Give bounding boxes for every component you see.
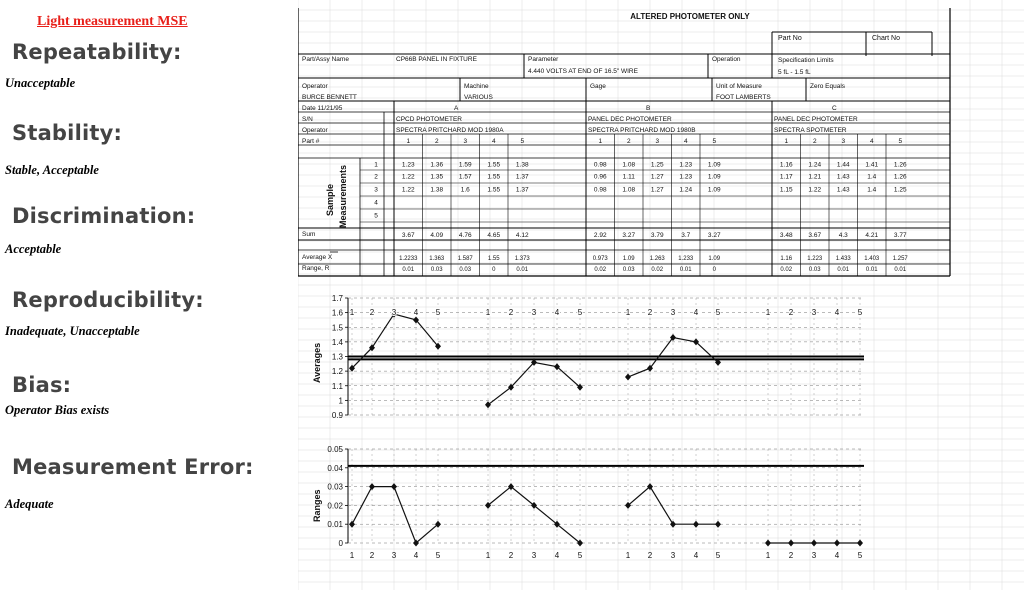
measurement-cell: 1.08 (622, 186, 636, 194)
measurement-cell: 1.24 (808, 161, 822, 169)
part-number: 4 (683, 138, 688, 145)
averages-x-label: 5 (435, 308, 441, 317)
discrimination-value: Acceptable (5, 242, 62, 256)
measurement-cell: 1.08 (622, 161, 636, 169)
ranges-x-label: 2 (647, 551, 653, 560)
average-cell: 0.973 (592, 256, 608, 262)
ranges-x-label: 4 (693, 551, 699, 560)
average-cell: 1.373 (514, 256, 530, 262)
measurement-cell: 1.27 (650, 186, 664, 194)
group-operator: SPECTRA PRITCHARD MOD 1980A (396, 127, 504, 134)
averages-axis-label: Averages (312, 342, 322, 383)
ranges-data-point (788, 540, 794, 547)
banner: ALTERED PHOTOMETER ONLY (630, 12, 750, 21)
partnum-label: Part # (302, 138, 320, 145)
average-cell: 1.233 (678, 256, 694, 262)
ranges-data-point (765, 540, 771, 547)
group-gage: PANEL DEC PHOTOMETER (774, 116, 858, 123)
measurement-cell: 1.57 (458, 173, 472, 181)
part-number: 4 (869, 138, 874, 145)
range-cell: 0.01 (679, 267, 692, 273)
repeatability-value: Unacceptable (5, 76, 76, 90)
averages-x-label: 3 (391, 308, 397, 317)
ranges-data-point (693, 521, 699, 528)
control-charts (312, 294, 864, 560)
part-number: 2 (812, 138, 817, 145)
measurement-cell: 1.21 (808, 173, 822, 181)
operation-label: Operation (712, 56, 741, 63)
reproducibility-heading: Reproducibility: (12, 288, 204, 312)
sum-cell: 3.77 (893, 232, 907, 239)
ranges-x-label: 4 (834, 551, 840, 560)
group-gage: PANEL DEC PHOTOMETER (588, 116, 672, 123)
average-cell: 1.223 (807, 256, 823, 262)
ranges-ytick-label: 0.05 (327, 445, 343, 454)
group-operator: SPECTRA SPOTMETER (774, 127, 847, 134)
measurement-cell: 1.4 (867, 173, 877, 181)
ranges-x-label: 3 (811, 551, 817, 560)
range-cell: 0.01 (837, 267, 850, 273)
part-number: 2 (434, 138, 439, 145)
averages-x-label: 5 (857, 308, 863, 317)
range-cell: 0.02 (651, 267, 664, 273)
averages-x-label: 4 (834, 308, 840, 317)
range-cell: 0.03 (430, 267, 443, 273)
part-assy-value: CP66B PANEL IN FIXTURE (396, 56, 477, 63)
sum-cell: 3.67 (401, 232, 415, 239)
measurement-cell: 1.16 (779, 161, 793, 169)
measurement-cell: 1.23 (679, 161, 693, 169)
ranges-x-label: 5 (715, 551, 721, 560)
parameter-label: Parameter (528, 56, 559, 63)
averages-ytick-label: 1.1 (331, 381, 343, 391)
unit-value: FOOT LAMBERTS (716, 94, 771, 101)
measurement-cell: 1.23 (679, 173, 693, 181)
measurement-cell: 1.09 (707, 161, 721, 169)
sample-number: 1 (374, 161, 378, 169)
ranges-data-point (369, 483, 375, 490)
light-measurement-link[interactable]: Light measurement MSE (37, 14, 188, 29)
ranges-ytick-label: 0.02 (327, 501, 343, 511)
measurement-cell: 0.98 (593, 161, 607, 169)
machine-label: Machine (464, 83, 489, 90)
averages-x-label: 3 (670, 308, 676, 317)
measurement-cell: 1.41 (865, 161, 879, 169)
discrimination-heading: Discrimination: (12, 204, 196, 228)
average-cell: 1.433 (835, 256, 851, 262)
repeatability-heading: Repeatability: (12, 40, 182, 64)
sn-label: S/N (302, 116, 313, 123)
sum-cell: 4.09 (430, 232, 444, 239)
averages-ytick-label: 1.4 (331, 337, 343, 347)
worksheet-canvas (298, 0, 1024, 590)
range-cell: 0.03 (459, 267, 472, 273)
averages-ytick-label: 1.7 (331, 294, 343, 303)
ranges-ytick-label: 0.01 (327, 520, 343, 530)
measurement-cell: 1.22 (401, 186, 415, 194)
measurement-cell: 1.09 (707, 186, 721, 194)
range-cell: 0.01 (894, 267, 907, 273)
sum-cell: 4.76 (458, 232, 472, 239)
range-cell: 0.01 (516, 267, 529, 273)
average-cell: 1.363 (429, 256, 445, 262)
measurement-error-heading: Measurement Error: (12, 455, 254, 479)
measurement-cell: 1.27 (650, 173, 664, 181)
part-number: 2 (626, 138, 631, 145)
chart-no-label: Chart No (872, 35, 901, 42)
part-number: 3 (841, 138, 846, 145)
part-number: 1 (598, 138, 603, 145)
ranges-x-label: 3 (670, 551, 676, 560)
sum-cell: 4.3 (838, 232, 848, 239)
part-no-label: Part No (778, 35, 802, 42)
bias-value: Operator Bias exists (5, 403, 110, 417)
sample-number: 5 (374, 212, 378, 220)
ranges-ytick-label: 0 (338, 539, 343, 548)
measurement-cell: 1.35 (430, 173, 444, 181)
measurements-label: Measurements (338, 164, 348, 228)
average-cell: 1.263 (649, 256, 665, 262)
average-cell: 1.257 (892, 256, 908, 262)
measurement-cell: 1.15 (779, 186, 793, 194)
group-gage: CPCD PHOTOMETER (396, 116, 462, 123)
range-cell: 0.03 (622, 267, 635, 273)
part-number: 3 (463, 138, 468, 145)
measurement-cell: 1.55 (487, 173, 501, 181)
averages-x-label: 4 (554, 308, 560, 317)
summary-panel (0, 0, 290, 590)
spec-value: 5 fL - 1.5 fL (778, 69, 811, 76)
ranges-data-point (857, 540, 863, 547)
date-label: Date 11/21/95 (302, 105, 343, 112)
sum-cell: 3.48 (779, 232, 793, 239)
averages-ytick-label: 1.3 (331, 352, 343, 362)
operator-value: BURCE BENNETT (302, 94, 357, 101)
measurement-cell: 1.17 (779, 173, 793, 181)
averages-x-label: 2 (788, 308, 794, 317)
averages-x-label: 4 (693, 308, 699, 317)
measurement-cell: 0.98 (593, 186, 607, 194)
ranges-x-label: 4 (413, 551, 419, 560)
range-cell: 0 (712, 267, 716, 273)
measurement-cell: 1.25 (650, 161, 664, 169)
measurement-cell: 1.37 (515, 186, 529, 194)
sum-cell: 4.65 (487, 232, 501, 239)
average-cell: 1.16 (780, 256, 793, 262)
ranges-data-point (391, 483, 397, 490)
part-assy-label: Part/Assy Name (302, 56, 349, 63)
ranges-x-label: 5 (577, 551, 583, 560)
measurement-cell: 1.38 (430, 186, 444, 194)
averages-ytick-label: 1.2 (331, 367, 343, 377)
ranges-x-label: 3 (391, 551, 397, 560)
part-number: 5 (712, 138, 717, 145)
part-number: 1 (406, 138, 411, 145)
measurement-cell: 1.26 (893, 173, 907, 181)
sum-label: Sum (302, 231, 316, 238)
range-cell: 0.01 (402, 267, 415, 273)
sum-cell: 3.27 (622, 232, 636, 239)
average-label: Average X (302, 254, 333, 261)
ranges-x-label: 5 (435, 551, 441, 560)
group-operator: SPECTRA PRITCHARD MOD 1980B (588, 127, 696, 134)
ranges-x-label: 3 (531, 551, 537, 560)
measurement-cell: 1.55 (487, 186, 501, 194)
sum-cell: 3.67 (808, 232, 822, 239)
average-cell: 1.55 (487, 256, 500, 262)
averages-x-label: 5 (577, 308, 583, 317)
part-number: 4 (491, 138, 496, 145)
average-cell: 1.09 (622, 256, 635, 262)
sum-cell: 4.12 (515, 232, 529, 239)
averages-ytick-label: 1.5 (331, 323, 343, 333)
range-cell: 0.01 (865, 267, 878, 273)
sample-number: 2 (374, 173, 378, 181)
measurement-cell: 1.26 (893, 161, 907, 169)
range-label: Range, R (302, 265, 330, 272)
sum-cell: 3.27 (707, 232, 721, 239)
measurement-error-value: Adequate (5, 497, 54, 511)
averages-ytick-label: 1 (338, 396, 343, 406)
group-letter: A (454, 105, 459, 112)
ranges-x-label: 5 (857, 551, 863, 560)
group-letter: C (832, 105, 837, 112)
ranges-x-label: 2 (508, 551, 514, 560)
average-cell: 1.403 (864, 256, 880, 262)
spec-label: Specification Limits (778, 57, 834, 64)
average-cell: 1.587 (457, 256, 473, 262)
averages-ytick-label: 1.6 (331, 308, 343, 318)
measurement-cell: 1.37 (515, 173, 529, 181)
stability-heading: Stability: (12, 121, 123, 145)
range-cell: 0 (492, 267, 496, 273)
unit-label: Unit of Measure (716, 83, 762, 90)
measurement-cell: 1.09 (707, 173, 721, 181)
averages-x-label: 3 (531, 308, 537, 317)
sum-cell: 2.92 (593, 232, 607, 239)
ranges-data-point (715, 521, 721, 528)
measurement-cell: 1.36 (430, 161, 444, 169)
ranges-x-label: 1 (485, 551, 491, 560)
gage-rr-worksheet (298, 0, 1024, 590)
part-number: 5 (520, 138, 525, 145)
sample-number: 4 (374, 199, 378, 207)
averages-x-label: 3 (811, 308, 817, 317)
stability-value: Stable, Acceptable (5, 163, 99, 177)
average-cell: 1.09 (708, 256, 721, 262)
averages-x-label: 5 (715, 308, 721, 317)
sum-cell: 3.7 (681, 232, 691, 239)
measurement-cell: 1.4 (867, 186, 877, 194)
ranges-x-label: 2 (788, 551, 794, 560)
averages-x-label: 1 (349, 308, 355, 317)
measurement-cell: 1.38 (515, 161, 529, 169)
ranges-x-label: 1 (765, 551, 771, 560)
range-cell: 0.03 (808, 267, 821, 273)
measurement-cell: 1.55 (487, 161, 501, 169)
sum-cell: 4.21 (865, 232, 879, 239)
measurement-cell: 1.6 (460, 186, 470, 194)
machine-value: VARIOUS (464, 94, 493, 101)
averages-ytick-label: 0.9 (331, 411, 343, 420)
ranges-x-label: 1 (349, 551, 355, 560)
group-letter: B (646, 105, 651, 112)
zero-label: Zero Equals (810, 83, 846, 90)
measurement-cell: 1.43 (836, 186, 850, 194)
ranges-data-point (834, 540, 840, 547)
ranges-x-label: 1 (625, 551, 631, 560)
sum-cell: 3.79 (650, 232, 664, 239)
ranges-series-line (352, 487, 438, 543)
ranges-ytick-label: 0.03 (327, 482, 343, 492)
ranges-x-label: 4 (554, 551, 560, 560)
ranges-data-point (811, 540, 817, 547)
sample-label: Sample (325, 183, 335, 216)
averages-x-label: 2 (647, 308, 653, 317)
measurement-cell: 1.23 (401, 161, 415, 169)
measurement-cell: 1.25 (893, 186, 907, 194)
measurement-cell: 1.11 (622, 173, 635, 181)
averages-x-label: 1 (485, 308, 491, 317)
averages-data-point (625, 373, 631, 380)
part-number: 5 (898, 138, 903, 145)
range-cell: 0.02 (780, 267, 793, 273)
measurement-cell: 1.43 (836, 173, 850, 181)
ranges-x-label: 2 (369, 551, 375, 560)
measurement-cell: 1.22 (401, 173, 415, 181)
part-number: 3 (655, 138, 660, 145)
parameter-value: 4.440 VOLTS AT END OF 16.5" WIRE (528, 68, 638, 75)
ranges-data-point (349, 521, 355, 528)
measurement-cell: 0.96 (593, 173, 607, 181)
average-cell: 1.2233 (399, 256, 418, 262)
ranges-axis-label: Ranges (312, 489, 322, 522)
operator2-label: Operator (302, 127, 328, 134)
sample-number: 3 (374, 186, 378, 194)
averages-x-label: 1 (765, 308, 771, 317)
gage-label: Gage (590, 83, 606, 90)
bias-heading: Bias: (12, 373, 72, 397)
measurement-cell: 1.44 (836, 161, 850, 169)
part-number: 1 (784, 138, 789, 145)
range-cell: 0.02 (594, 267, 607, 273)
averages-x-label: 2 (508, 308, 514, 317)
operator-label: Operator (302, 83, 328, 90)
averages-x-label: 2 (369, 308, 375, 317)
worksheet-grid (298, 0, 1024, 590)
averages-x-label: 4 (413, 308, 419, 317)
measurement-cell: 1.59 (458, 161, 472, 169)
measurement-cell: 1.22 (808, 186, 822, 194)
measurement-cell: 1.24 (679, 186, 693, 194)
ranges-ytick-label: 0.04 (327, 463, 343, 473)
reproducibility-value: Inadequate, Unacceptable (5, 324, 140, 338)
averages-x-label: 1 (625, 308, 631, 317)
